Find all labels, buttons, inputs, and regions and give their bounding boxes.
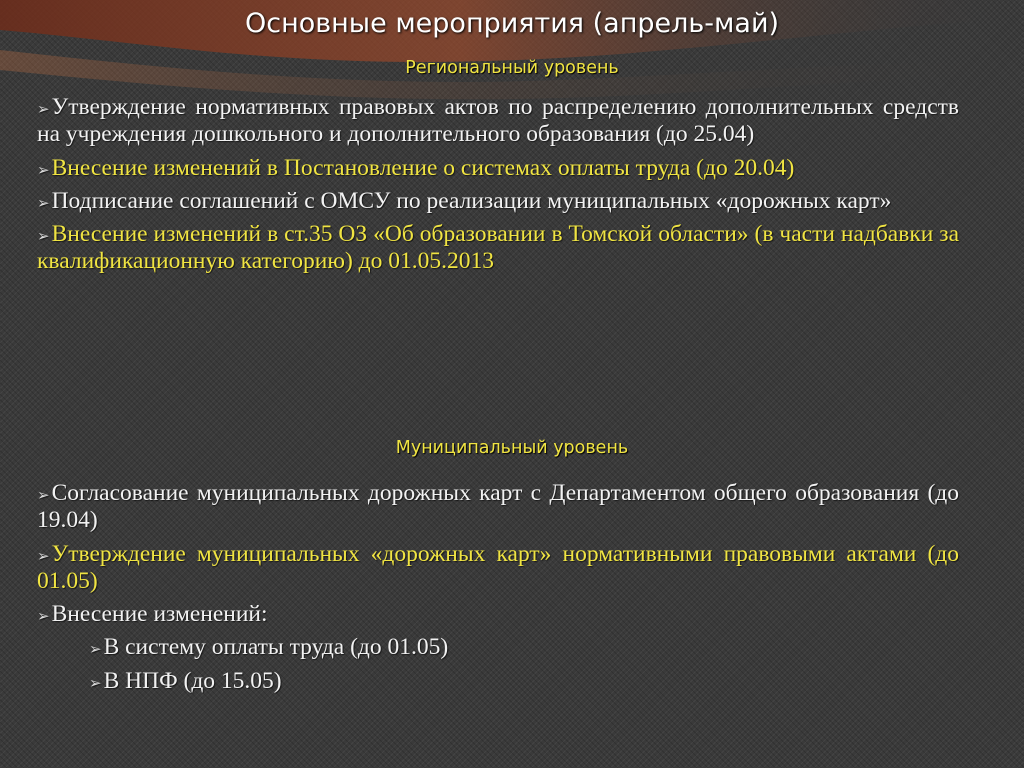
municipal-sub-item-text: В НПФ (до 15.05): [103, 667, 282, 694]
municipal-sub-item: [89, 634, 959, 661]
arrow-bullet-icon: ➢: [89, 642, 102, 659]
arrow-bullet-icon: ➢: [37, 488, 50, 504]
slide-title: Основные мероприятия (апрель-май): [244, 8, 780, 39]
regional-item-text: Внесение изменений в Постановление о системах оплаты труда (до 20.04): [51, 154, 795, 181]
municipal-items-list: [37, 480, 959, 701]
municipal-item: [37, 480, 959, 535]
regional-items-list: [37, 94, 959, 282]
regional-item-text: Подписание соглашений с ОМСУ по реализации муниципальных «дорожных карт»: [51, 187, 892, 214]
regional-item: [37, 188, 959, 215]
regional-level-heading: Региональный уровень: [405, 58, 619, 78]
arrow-bullet-icon: ➢: [37, 102, 50, 118]
municipal-level-heading: Муниципальный уровень: [395, 438, 629, 458]
regional-item-text: Внесение изменений в ст.35 ОЗ «Об образовании в Томской области» (в части надбавки за квалификационную категорию) до 01.05.2013: [37, 221, 959, 275]
municipal-item-text: Внесение изменений:: [51, 601, 268, 627]
regional-item: [37, 221, 959, 276]
municipal-item: [37, 541, 959, 596]
regional-item: [37, 155, 959, 182]
regional-item-text: Утверждение нормативных правовых актов по распределению дополнительных средств на учреждения дошкольного и дополнительного образования (до 25.04): [37, 94, 959, 148]
regional-item: [37, 94, 959, 149]
arrow-bullet-icon: ➢: [89, 675, 102, 692]
arrow-bullet-icon: ➢: [37, 609, 50, 625]
arrow-bullet-icon: ➢: [37, 548, 50, 565]
municipal-item-text: Утверждение муниципальных «дорожных карт» нормативными правовыми актами (до 01.05): [37, 540, 959, 594]
municipal-item: [37, 601, 959, 628]
municipal-sub-item-text: В систему оплаты труда (до 01.05): [103, 634, 449, 661]
municipal-item-text: Согласование муниципальных дорожных карт с Департаментом общего образования (до 19.04): [37, 480, 959, 534]
arrow-bullet-icon: ➢: [37, 162, 50, 179]
arrow-bullet-icon: ➢: [37, 195, 50, 212]
municipal-sub-item: [89, 668, 959, 695]
arrow-bullet-icon: ➢: [37, 229, 50, 245]
